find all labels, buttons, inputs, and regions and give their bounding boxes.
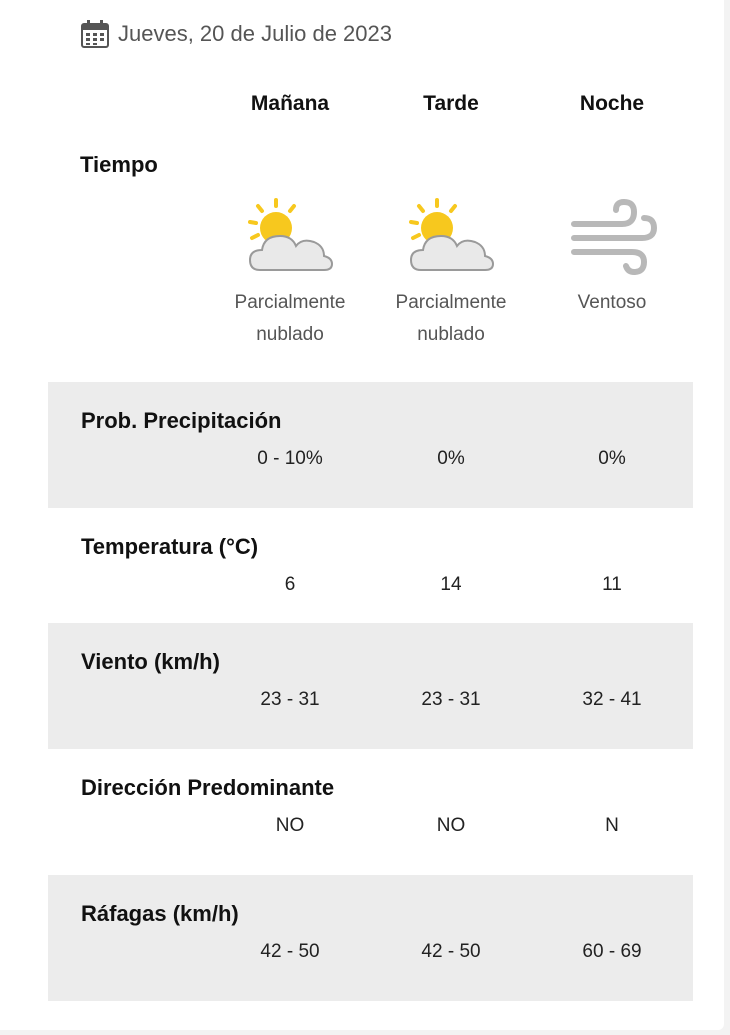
- row-wind: [48, 623, 693, 749]
- weather-desc-line2: nublado: [256, 324, 324, 345]
- row-value-morning: 6: [284, 574, 296, 595]
- partly-cloudy-icon: [240, 194, 340, 278]
- row-value-afternoon: NO: [436, 815, 466, 836]
- row-value-afternoon: 42 - 50: [421, 941, 481, 962]
- column-header-night: Noche: [579, 92, 645, 115]
- row-value-morning: 42 - 50: [260, 941, 320, 962]
- weather-desc-line1: Ventoso: [577, 292, 647, 313]
- row-value-night: 32 - 41: [582, 689, 642, 710]
- row-label: Viento (km/h): [81, 649, 220, 674]
- column-header-afternoon: Tarde: [423, 92, 479, 115]
- row-temperature: [48, 508, 693, 634]
- weather-icon-night: [532, 194, 692, 284]
- row-value-night: 11: [602, 574, 622, 595]
- row-value-morning: 23 - 31: [260, 689, 320, 710]
- row-label: Prob. Precipitación: [81, 408, 282, 433]
- date-text: Jueves, 20 de Julio de 2023: [118, 21, 392, 46]
- weather-desc-morning: [210, 287, 370, 351]
- weather-icon-morning: [210, 194, 370, 284]
- windy-icon: [562, 194, 662, 278]
- row-gusts: [48, 875, 693, 1001]
- weather-icon-afternoon: [371, 194, 531, 284]
- row-label: Ráfagas (km/h): [81, 901, 239, 926]
- row-value-night: N: [605, 815, 619, 836]
- weather-desc-line1: Parcialmente: [395, 292, 507, 313]
- weather-desc-line2: nublado: [417, 324, 485, 345]
- row-value-afternoon: 14: [440, 574, 462, 595]
- row-value-night: 0%: [598, 448, 626, 469]
- row-label: Temperatura (°C): [81, 534, 259, 559]
- weather-label: Tiempo: [80, 152, 158, 177]
- weather-desc-line1: Parcialmente: [234, 292, 346, 313]
- row-value-afternoon: 0%: [437, 448, 465, 469]
- date-header: [80, 14, 392, 54]
- calendar-icon: [80, 19, 110, 49]
- row-value-morning: NO: [275, 815, 305, 836]
- row-label: Dirección Predominante: [81, 775, 335, 800]
- weather-desc-night: [532, 287, 692, 319]
- row-precipitation: [48, 382, 693, 508]
- row-value-morning: 0 - 10%: [257, 448, 323, 469]
- row-value-night: 60 - 69: [582, 941, 642, 962]
- row-value-afternoon: 23 - 31: [421, 689, 481, 710]
- row-wind-direction: [48, 749, 693, 875]
- column-header-morning: Mañana: [250, 92, 330, 115]
- partly-cloudy-icon: [401, 194, 501, 278]
- weather-desc-afternoon: [371, 287, 531, 351]
